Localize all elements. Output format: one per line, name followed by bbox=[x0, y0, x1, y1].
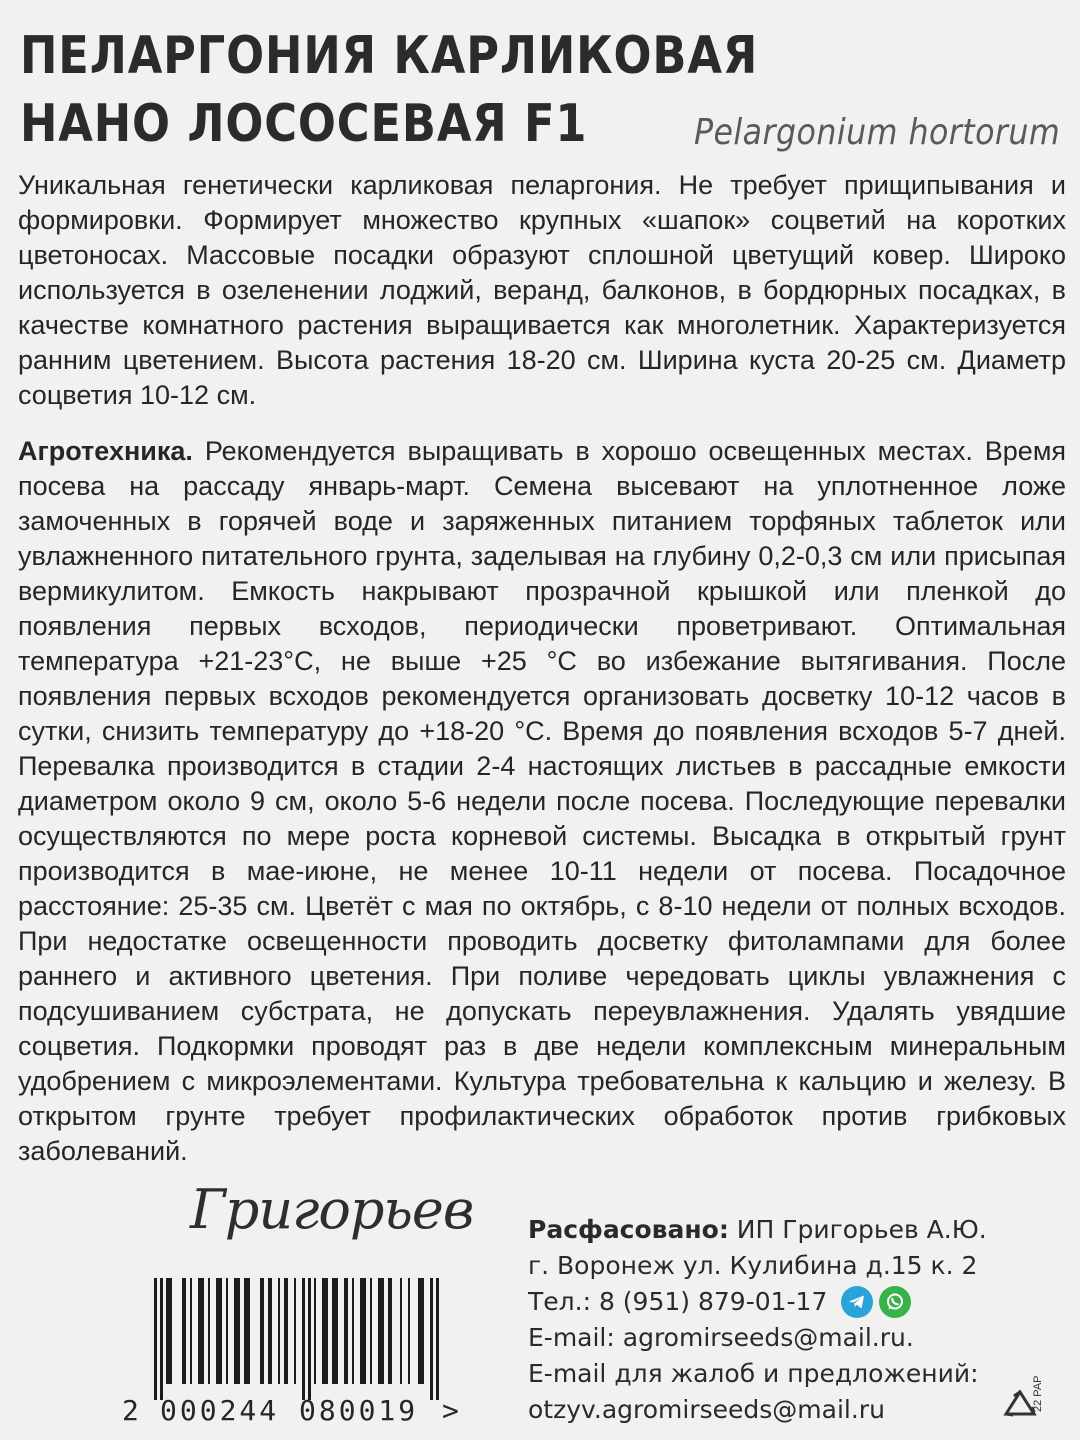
packed-label: Расфасовано: bbox=[528, 1215, 729, 1244]
barcode-bar bbox=[344, 1278, 348, 1384]
barcode-bar bbox=[314, 1278, 316, 1384]
complaints-email: otzyv.agromirseeds@mail.ru bbox=[528, 1395, 885, 1424]
barcode-bar bbox=[294, 1278, 296, 1384]
recycle-material: PAP bbox=[1032, 1375, 1044, 1397]
packed-value: ИП Григорьев А.Ю. bbox=[728, 1215, 987, 1244]
barcode-bar bbox=[260, 1278, 264, 1384]
barcode-digits: 000244 080019 bbox=[160, 1394, 419, 1427]
barcode-bar bbox=[216, 1278, 222, 1384]
barcode-bar bbox=[408, 1278, 410, 1384]
messengers bbox=[841, 1286, 911, 1318]
barcode-bar bbox=[430, 1278, 433, 1400]
agrotech-text: Рекомендуется выращивать в хорошо освещенных местах. Время посева на рассаду январь-март. Семена высевают на уплотненное ложе замоченных в горячей воде и заряженных питанием торфяных таблеток или увлажненного питательного грунта, заделывая на глубину 0,2-0,3 см или присыпая вермикулитом. Емкость накрывают прозрачной крышкой или пленкой до появления первых всходов, периодически проветривают. Оптимальная температура +21-23°С, не выше +25 °С во избежание вытягивания. После появления первых всходов рекомендуется организовать досветку 10-12 часов в сутки, снизить температуру до +18-20 °С. Время до появления всходов 5-7 дней. Перевалка производится в стадии 2-4 настоящих листьев в рассадные емкости диаметром около 9 см, около 5-6 недели после посева. Последующие перевалки осуществляются по мере роста корневой системы. Высадка в открытый грунт производится в мае-июне, не менее 10-11 недели от посева. Посадочное расстояние: 25-35 см. Цветёт с мая по октябрь, с 8-10 недели от полных всходов. При недостатке освещенности проводить досветку фитолампами для более раннего и активного цветения. При поливе чередовать циклы увлажнения с подсушиванием субстрата, не допускать переувлажнения. Удалять увядшие соцветия. Подкормки проводят раз в две недели комплексным минеральным удобрением с микроэлементами. Культура требовательна к кальцию и железу. В открытом грунте требует профилактических обработок против грибковых заболеваний. bbox=[18, 436, 1066, 1166]
barcode bbox=[120, 1278, 480, 1438]
recycle-code: 22 bbox=[1032, 1399, 1044, 1412]
barcode-bar bbox=[226, 1278, 228, 1384]
barcode-bar bbox=[244, 1278, 250, 1384]
barcode-bar bbox=[436, 1278, 439, 1400]
barcode-end-mark: > bbox=[442, 1394, 459, 1427]
agrotech-label: Агротехника. bbox=[18, 436, 193, 466]
barcode-bars bbox=[150, 1278, 450, 1400]
product-title bbox=[20, 22, 759, 158]
barcode-bar bbox=[154, 1278, 157, 1400]
barcode-bar bbox=[284, 1278, 288, 1384]
barcode-bar bbox=[268, 1278, 272, 1384]
barcode-bar bbox=[400, 1278, 402, 1384]
phone-row bbox=[528, 1284, 1008, 1320]
barcode-lead-digit: 2 bbox=[122, 1394, 139, 1427]
barcode-bar bbox=[208, 1278, 210, 1384]
barcode-bar bbox=[160, 1278, 163, 1400]
barcode-bar bbox=[308, 1278, 311, 1400]
recycle-label bbox=[1032, 1375, 1044, 1412]
whatsapp-icon bbox=[879, 1286, 911, 1318]
barcode-bar bbox=[352, 1278, 354, 1384]
barcode-bar bbox=[198, 1278, 204, 1384]
barcode-bar bbox=[370, 1278, 372, 1384]
barcode-bar bbox=[332, 1278, 338, 1384]
barcode-bar bbox=[234, 1278, 240, 1384]
latin-name: Pelargonium hortorum bbox=[693, 112, 1060, 153]
address: г. Воронеж ул. Кулибина д.15 к. 2 bbox=[528, 1251, 978, 1280]
title-line-2: НАНО ЛОСОСЕВАЯ F1 bbox=[20, 94, 588, 154]
agrotech-paragraph bbox=[18, 434, 1066, 1169]
barcode-bar bbox=[360, 1278, 366, 1384]
telegram-icon bbox=[841, 1286, 873, 1318]
barcode-bar bbox=[182, 1278, 186, 1384]
barcode-bar bbox=[302, 1278, 305, 1400]
barcode-bar bbox=[322, 1278, 328, 1384]
description-paragraph: Уникальная генетически карликовая пеларгония. Не требует прищипывания и формировки. Формирует множество крупных «шапок» соцветий на коротких цветоносах. Массовые посадки образуют сплошной цветущий ковер. Широко используется в озеленении лоджий, веранд, балконов, в бордюрных посадках, в качестве комнатного растения выращивается как многолетник. Характеризуется ранним цветением. Высота растения 18-20 см. Ширина куста 20-25 см. Диаметр соцветия 10-12 см. bbox=[18, 170, 1066, 410]
complaints-label: E-mail для жалоб и предложений: bbox=[528, 1359, 979, 1388]
barcode-bar bbox=[418, 1278, 424, 1384]
barcode-bar bbox=[166, 1278, 172, 1384]
barcode-bar bbox=[378, 1278, 384, 1384]
phone: Тел.: 8 (951) 879-01-17 bbox=[528, 1287, 828, 1316]
barcode-bar bbox=[388, 1278, 392, 1384]
brand-logo: Григорьев bbox=[190, 1178, 474, 1241]
barcode-bar bbox=[190, 1278, 192, 1384]
packed-by bbox=[528, 1212, 1008, 1248]
email: E-mail: agromirseeds@mail.ru. bbox=[528, 1323, 914, 1352]
title-line-1: ПЕЛАРГОНИЯ КАРЛИКОВАЯ bbox=[20, 26, 759, 86]
barcode-bar bbox=[278, 1278, 280, 1384]
contacts-block bbox=[528, 1212, 1008, 1428]
